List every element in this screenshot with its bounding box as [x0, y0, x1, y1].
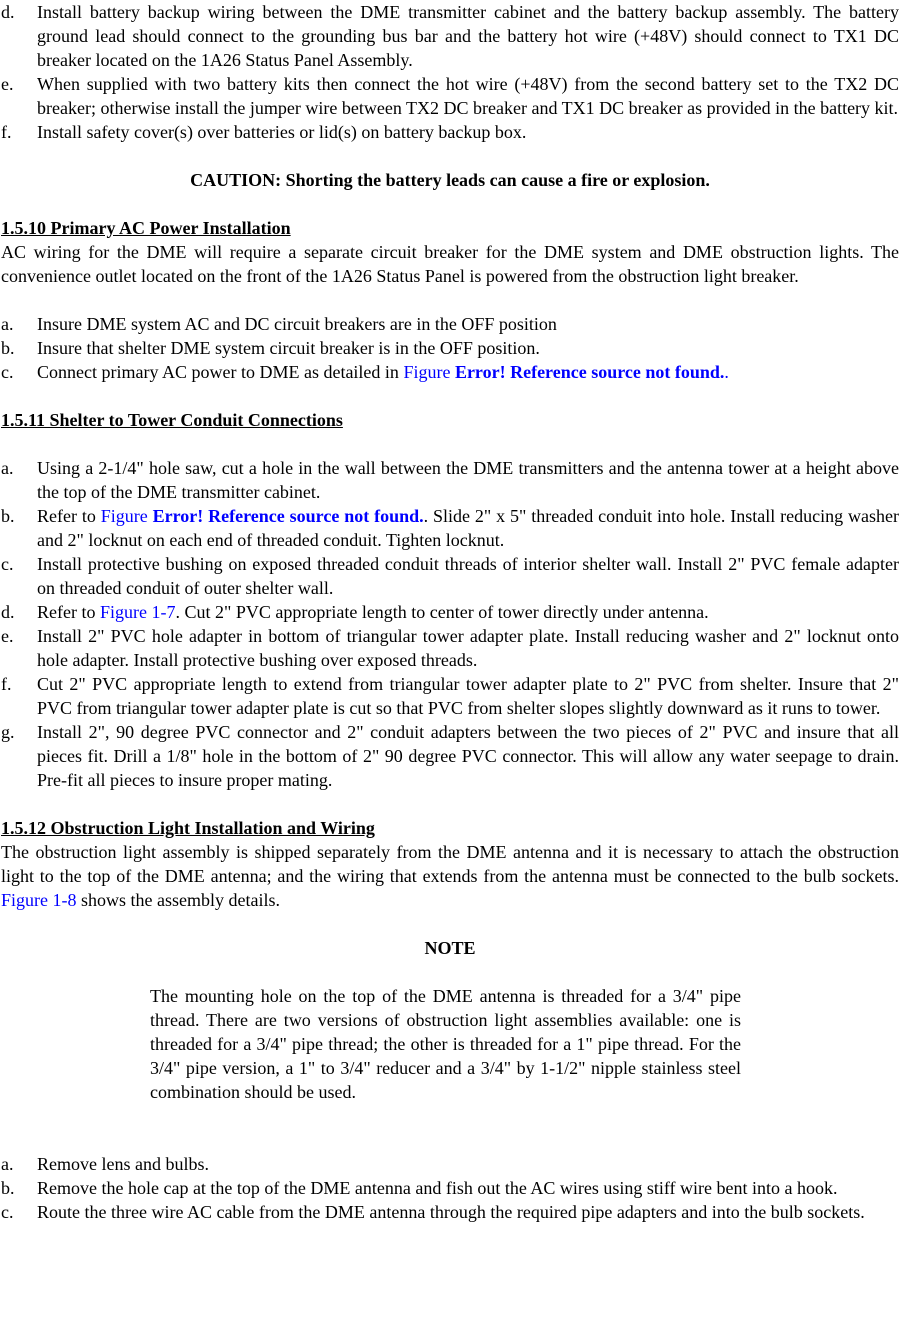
list-text: Connect primary AC power to DME as detailed in Figure Error! Reference source not found..	[37, 362, 729, 382]
list-marker: a.	[1, 458, 14, 478]
list-marker: b.	[1, 1178, 15, 1198]
figure-1-8-link[interactable]: Figure 1-8	[1, 890, 77, 910]
figure-reference-link[interactable]: Figure	[100, 506, 153, 526]
list-marker: f.	[1, 122, 12, 142]
list-marker: d.	[1, 602, 15, 622]
list-item	[1, 1200, 899, 1224]
reference-error-text[interactable]: Error! Reference source not found.	[454, 362, 725, 382]
note-title: NOTE	[424, 938, 476, 958]
list-item	[1, 552, 899, 600]
list-text: Install battery backup wiring between the DME transmitter cabinet and the battery backup assembly. The battery ground lead should connect to the grounding bus bar and the battery hot wire (+48V) should connect to TX1 DC breaker located on the 1A26 Status Panel Assembly.	[37, 2, 899, 70]
list-marker: a.	[1, 314, 14, 334]
list-text: Insure DME system AC and DC circuit breakers are in the OFF position	[37, 314, 557, 334]
list-item	[1, 120, 899, 144]
note-text: The mounting hole on the top of the DME antenna is threaded for a 3/4" pipe thread. There are two versions of obstruction light assemblies available: one is threaded for a 3/4" pipe thread; the other is threaded for a 1" pipe thread. For the 3/4" pipe version, a 1" to 3/4" reducer and a 3/4" by 1-1/2" nipple stainless steel combination should be used.	[150, 986, 741, 1102]
list-marker: d.	[1, 2, 15, 22]
list-item	[1, 360, 899, 384]
list-text: Refer to Figure 1-7. Cut 2" PVC appropriate length to center of tower directly under antenna.	[37, 602, 709, 622]
list-item	[1, 600, 899, 624]
list-marker: g.	[1, 722, 15, 742]
reference-error-text[interactable]: Error! Reference source not found.	[152, 506, 424, 526]
figure-1-7-link[interactable]: Figure 1-7	[99, 602, 176, 622]
list-text: Insure that shelter DME system circuit breaker is in the OFF position.	[37, 338, 540, 358]
list-marker: c.	[1, 362, 14, 382]
list-marker: a.	[1, 1154, 14, 1174]
section-paragraph: The obstruction light assembly is shipped separately from the DME antenna and it is necessary to attach the obstruction light to the top of the DME antenna; and the wiring that extends from the antenna must be connected to the bulb sockets. Figure 1-8 shows the assembly details.	[1, 842, 899, 910]
list-text: Remove lens and bulbs.	[37, 1154, 209, 1174]
list-marker: c.	[1, 554, 14, 574]
list-text: Install protective bushing on exposed threaded conduit threads of interior shelter wall. Install 2" PVC female adapter on threaded conduit of outer shelter wall.	[37, 554, 899, 598]
list-text: Refer to Figure Error! Reference source not found.. Slide 2" x 5" threaded conduit into hole. Install reducing washer and 2" locknut on each end of threaded conduit. Tighten locknut.	[37, 506, 899, 550]
list-text: Route the three wire AC cable from the DME antenna through the required pipe adapters and into the bulb sockets.	[37, 1202, 865, 1222]
list-item	[1, 312, 899, 336]
list-marker: c.	[1, 1202, 14, 1222]
list-marker: e.	[1, 74, 14, 94]
list-text: Remove the hole cap at the top of the DME antenna and fish out the AC wires using stiff wire bent into a hook.	[37, 1178, 838, 1198]
list-text: Install safety cover(s) over batteries or lid(s) on battery backup box.	[37, 122, 527, 142]
list-item	[1, 1176, 899, 1200]
caution-text: CAUTION: Shorting the battery leads can cause a fire or explosion.	[190, 170, 710, 190]
list-item	[1, 72, 899, 120]
section-paragraph: AC wiring for the DME will require a separate circuit breaker for the DME system and DME obstruction lights. The convenience outlet located on the front of the 1A26 Status Panel is powered from the obstruction light breaker.	[1, 242, 899, 286]
list-item	[1, 504, 899, 552]
list-marker: b.	[1, 338, 15, 358]
list-marker: b.	[1, 506, 15, 526]
list-text: Using a 2-1/4" hole saw, cut a hole in the wall between the DME transmitters and the antenna tower at a height above the top of the DME transmitter cabinet.	[37, 458, 899, 502]
list-marker: f.	[1, 674, 12, 694]
list-text: Install 2" PVC hole adapter in bottom of triangular tower adapter plate. Install reducing washer and 2" locknut onto hole adapter. Install protective bushing over exposed threads.	[37, 626, 899, 670]
list-item	[1, 0, 899, 72]
section-heading-1-5-11: 1.5.11 Shelter to Tower Conduit Connections	[1, 410, 343, 430]
list-item	[1, 1152, 899, 1176]
section-heading-1-5-10: 1.5.10 Primary AC Power Installation	[1, 218, 291, 238]
list-item	[1, 456, 899, 504]
section-heading-1-5-12: 1.5.12 Obstruction Light Installation and Wiring	[1, 818, 375, 838]
list-marker: e.	[1, 626, 14, 646]
list-item	[1, 720, 899, 792]
list-text: Cut 2" PVC appropriate length to extend from triangular tower adapter plate to 2" PVC from shelter. Insure that 2" PVC from triangular tower adapter plate is cut so that PVC from shelter slopes slightly downward as it runs to tower.	[37, 674, 899, 718]
list-text: When supplied with two battery kits then connect the hot wire (+48V) from the second battery set to the TX2 DC breaker; otherwise install the jumper wire between TX2 DC breaker and TX1 DC breaker as provided in the battery kit.	[37, 74, 899, 118]
list-text: Install 2", 90 degree PVC connector and 2" conduit adapters between the two pieces of 2" PVC and insure that all pieces fit. Drill a 1/8" hole in the bottom of 2" 90 degree PVC connector. This will allow any water seepage to drain. Pre-fit all pieces to insure proper mating.	[37, 722, 899, 790]
list-item	[1, 336, 899, 360]
list-item	[1, 672, 899, 720]
figure-reference-link[interactable]: Figure	[403, 362, 455, 382]
list-item	[1, 624, 899, 672]
